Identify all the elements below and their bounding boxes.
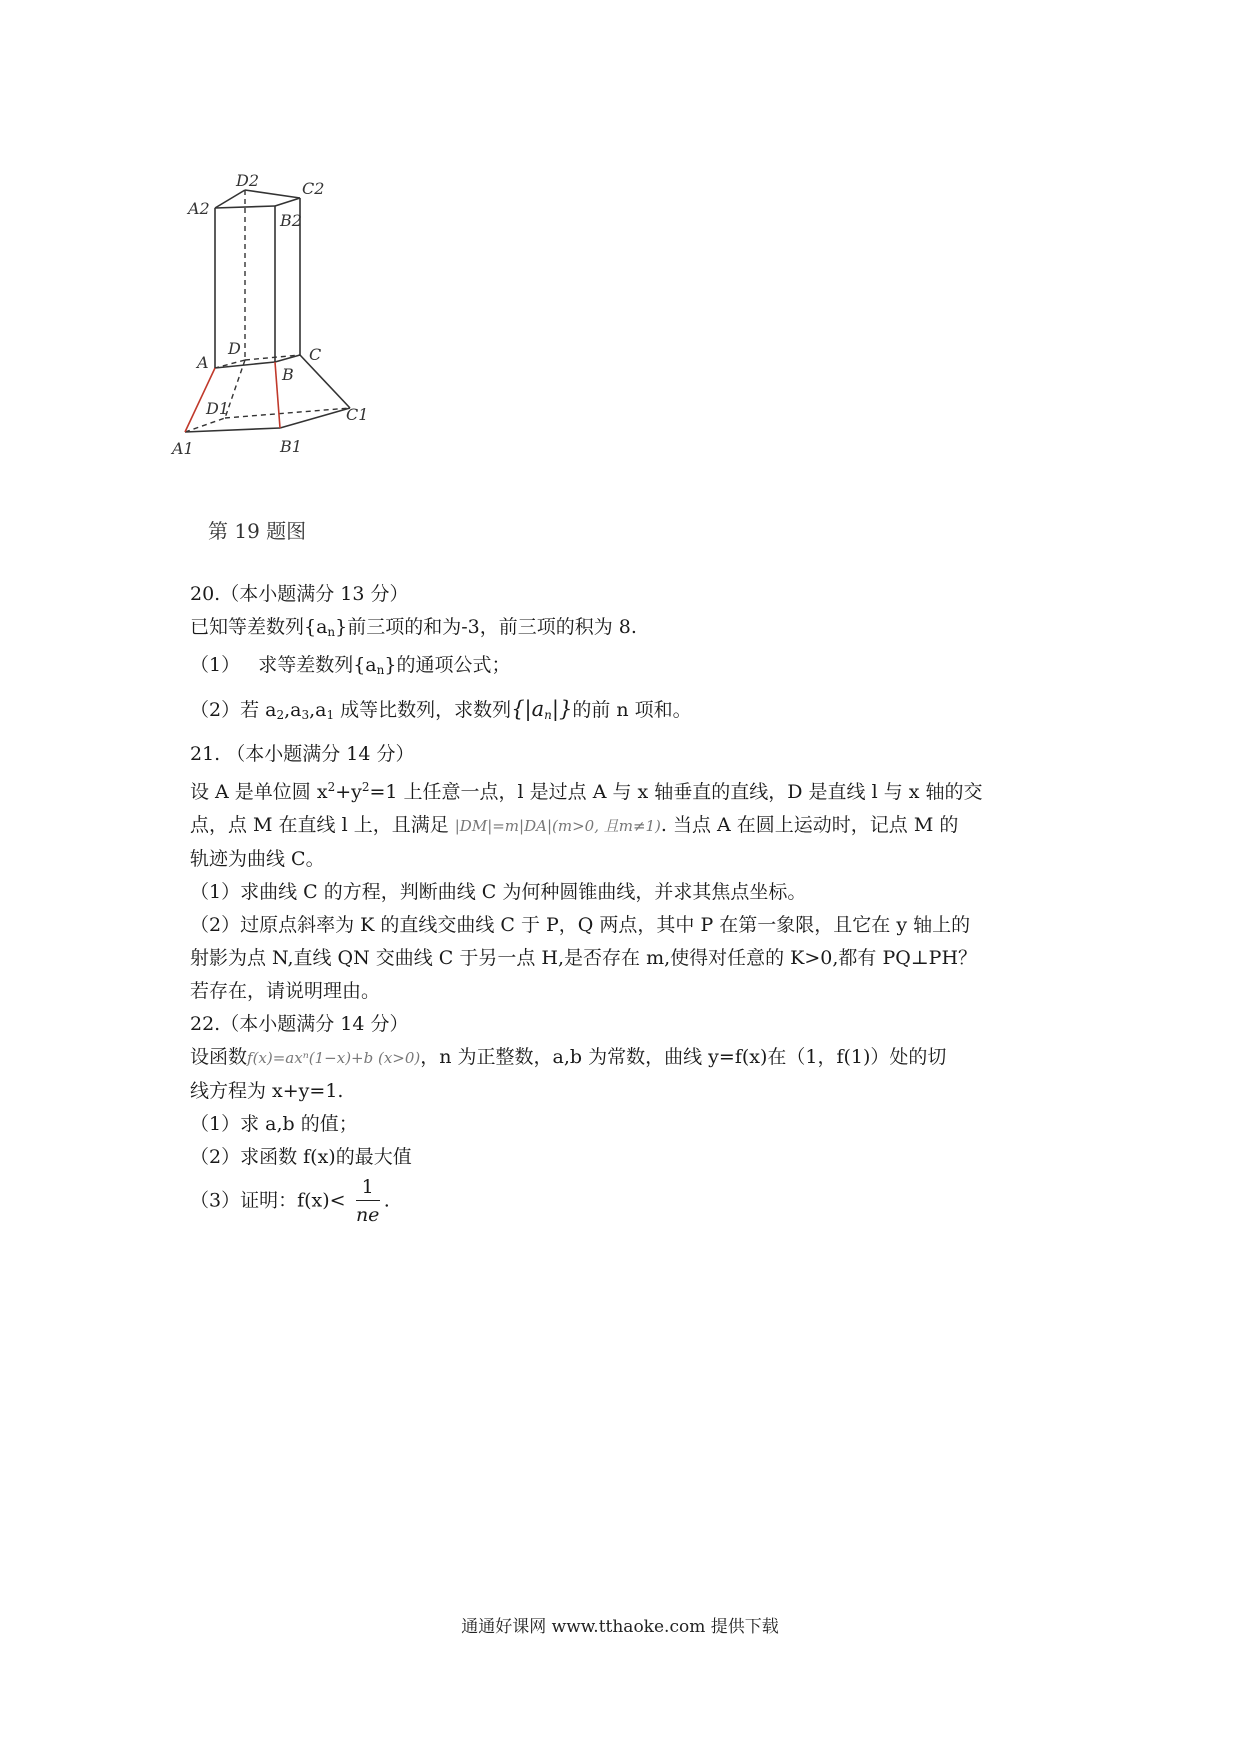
- q22-part-1: （1）求 a,b 的值；: [190, 1113, 358, 1135]
- q20-part-1: （1） 求等差数列$\{a_n\}$的通项公式；: [190, 654, 511, 677]
- q21-line-3: 轨迹为曲线 C。: [190, 848, 325, 870]
- label-d2: D2: [236, 171, 260, 190]
- label-c: C: [309, 345, 322, 364]
- q21-part-2-line-3: 若存在，请说明理由。: [190, 980, 381, 1002]
- edge-b-b1: [275, 362, 280, 428]
- function-formula: f(x)=axⁿ(1−x)+b (x>0): [247, 1049, 421, 1067]
- q21-part-2-line-2: 射影为点 N,直线 QN 交曲线 C 于另一点 H,是否存在 m,使得对任意的 K>0,都有 PQ⊥PH？: [190, 947, 978, 969]
- q21-part-1: （1）求曲线 C 的方程，判断曲线 C 为何种圆锥曲线，并求其焦点坐标。: [190, 881, 807, 903]
- page-footer: 通通好课网 www.tthaoke.com 提供下载: [461, 1617, 779, 1637]
- q21-heading: 21. （本小题满分 14 分）: [190, 743, 415, 765]
- label-a1: A1: [172, 439, 194, 458]
- label-a2: A2: [188, 199, 210, 218]
- abs-sequence: $\{|a_n|\}$: [511, 697, 573, 722]
- figure-caption: 第 19 题图: [208, 519, 307, 543]
- prism-diagram: [170, 170, 460, 510]
- q22-heading: 22.（本小题满分 14 分）: [190, 1013, 409, 1035]
- edge-b-c: [275, 355, 300, 362]
- label-d1: D1: [206, 399, 230, 418]
- q21-part-2-line-1: （2）过原点斜率为 K 的直线交曲线 C 于 P，Q 两点，其中 P 在第一象限，且它在 y 轴上的: [190, 914, 971, 936]
- edge-a1-b1: [185, 428, 280, 432]
- edge-a2-b2: [215, 206, 275, 208]
- label-b1: B1: [280, 437, 302, 456]
- label-c2: C2: [302, 179, 325, 198]
- q22-line-2: 线方程为 x+y=1.: [190, 1080, 344, 1102]
- label-b: B: [282, 365, 294, 384]
- edge-a2-d2: [215, 190, 245, 208]
- q22-line-1: 设函数f(x)=axⁿ(1−x)+b (x>0)，n 为正整数，a,b 为常数，曲线 y=f(x)在（1，f(1)）处的切: [190, 1046, 947, 1068]
- q20-part-2: （2）若 $a_2,a_3,a_1$ 成等比数列，求数列$\{|a_n|\}$的前 n 项和。: [190, 697, 692, 722]
- label-b2: B2: [280, 211, 302, 230]
- label-d: D: [228, 339, 241, 358]
- q22-part-2: （2）求函数 f(x)的最大值: [190, 1146, 412, 1168]
- figure-19: [170, 170, 460, 550]
- edge-d2-c2: [245, 190, 300, 198]
- q21-line-1: 设 A 是单位圆 $x^2+y^2=1$ 上任意一点，l 是过点 A 与 x 轴垂直的直线，D 是直线 l 与 x 轴的交: [190, 780, 983, 803]
- label-a: A: [197, 353, 209, 372]
- condition-formula: |DM|=m|DA|(m>0, 且m≠1): [454, 817, 661, 835]
- q22-part-3: （3）证明：f(x)< $\frac{1}{ne}$ .: [190, 1174, 1060, 1229]
- question-22: [190, 1008, 1060, 1229]
- edge-b2-c2: [275, 198, 300, 206]
- q20-heading: 20.（本小题满分 13 分）: [190, 583, 409, 605]
- question-21: [190, 738, 1060, 1008]
- questions: [190, 578, 1060, 1229]
- label-c1: C1: [346, 405, 369, 424]
- question-20: [190, 578, 1060, 732]
- fraction-1-over-ne: $\frac{1}{ne}$: [355, 1176, 380, 1226]
- edge-c-c1: [300, 355, 350, 408]
- q21-line-2: 点，点 M 在直线 l 上，且满足 |DM|=m|DA|(m>0, 且m≠1). 当点 A 在圆上运动时，记点 M 的: [190, 814, 959, 836]
- q20-stem: 已知等差数列$\{a_n\}$前三项的和为-3，前三项的积为 8.: [190, 616, 637, 639]
